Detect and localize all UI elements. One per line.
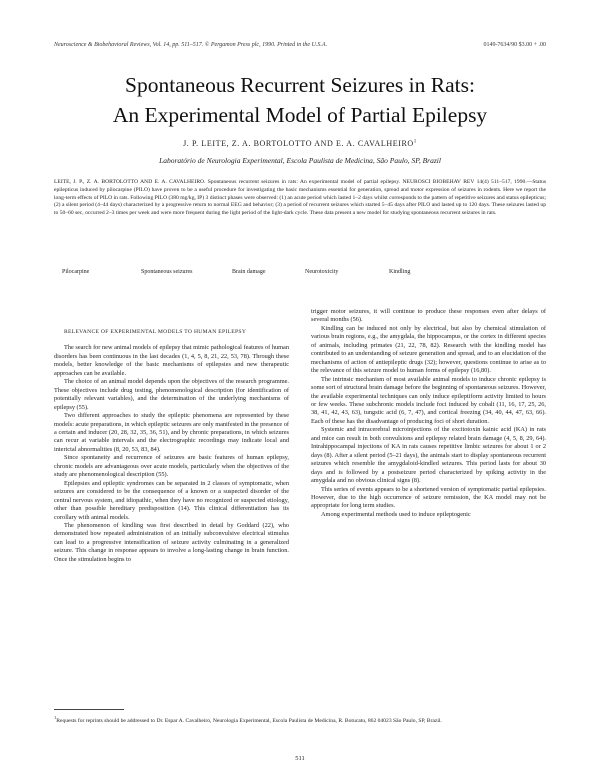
journal-citation: Neuroscience & Biobehavioral Reviews, Vol. 14, pp. 511–517. © Pergamon Press plc, 1990. Printed in the U.S.A.: [54, 42, 328, 48]
paragraph: trigger motor seizures, it will continue to produce these responses even after delays of several months (56).: [311, 308, 546, 324]
authors-text: J. P. LEITE, Z. A. BORTOLOTTO AND E. A. CAVALHEIRO: [183, 139, 414, 148]
article-title: [54, 70, 546, 130]
footnote-text: Requests for reprints should be addressed to Dr. Espar A. Cavalheiro, Neurologia Experimental, Escola Paulista de Medicina, R. Botucatu, 862 04023 São Paulo, SP, Brazil.: [56, 717, 442, 724]
paragraph: Epilepsies and epileptic syndromes can be separated in 2 classes of symptomatic, when seizures are considered to be the consequence of a known or a suspected disorder of the central nervous system, and idiopathic, when they have no recognized or suspected etiology, other than possible hereditary predisposition (14). This clinical differentiation has its corollary with animal models.: [54, 479, 289, 521]
keyword-item: Neurotoxicity: [305, 269, 339, 275]
left-column: [54, 316, 289, 564]
paragraph: Systemic and intracerebral microinjections of the excitotoxin kainic acid (KA) in rats and mice can result in both convulsions and epilepsy related brain damage (4, 5, 8, 29, 64). Intrahippocampal injections of KA in rats causes repetitive limbic seizures for about 1 or 2 days (8). After a silent period (5–21 days), the animals start to display spontaneous recurrent seizures which resemble the amygdaloid-kindled seizures. This period lasts for about 30 days and is followed by a postseizure period characterized by spiking activity in the amygdala and no obvious clinical signs (8).: [311, 426, 546, 485]
author-footnote-mark: 1: [413, 139, 417, 145]
title-line-1: Spontaneous Recurrent Seizures in Rats:: [125, 73, 475, 97]
paragraph: Among experimental methods used to induce epileptogenic: [321, 510, 471, 518]
paragraph: Two different approaches to study the epileptic phenomena are represented by these models: acute preparations, in which epileptic seizures are only manifested in the presence of a certain and inducer (20, 28, 32, 35, 36, 51), and by chronic preparations, in which seizures can recur at variable intervals and the electrographic recordings may indicate local and interictal abnormalities (8, 20, 53, 83, 84).: [54, 412, 289, 453]
issn-price: 0149-7634/90 $3.00 + .00: [483, 42, 546, 48]
author-list: [54, 139, 546, 148]
affiliation: Laboratório de Neurologia Experimental, Escola Paulista de Medicina, São Paulo, SP, Brazil: [159, 156, 441, 165]
paragraph: Kindling can be induced not only by electrical, but also by chemical stimulation of various brain regions, e.g., the amygdala, the hippocampus, or the cortex in different species of animals, including primates (21, 22, 78, 82). Research with the kindling model has contributed to an understanding of seizure generation and spread, and to an elucidation of the mechanisms of action of antiepileptic drugs (32); however, questions continue to arise as to the relevance of this seizure model to human forms of epilepsy (16,80).: [311, 324, 546, 375]
title-line-2: An Experimental Model of Partial Epilepsy: [112, 103, 488, 127]
keyword-item: Pilocarpine: [62, 269, 90, 275]
paragraph: The choice of an animal model depends upon the objectives of the research programme. These objectives include drug testing, phenomenological description (for identification of potentially relevant variables), and the determination of the underlying mechanisms of epilepsy (55).: [54, 378, 289, 411]
keyword-item: Brain damage: [232, 269, 266, 275]
footnote-divider: [54, 709, 124, 710]
page-number: 511: [295, 755, 305, 762]
right-column: [311, 308, 546, 519]
paragraph: The search for new animal models of epilepsy that mimic pathological features of human disorders has been continuous in the last decades (1, 4, 5, 8, 21, 22, 53, 78). Through these models, better knowledge of the basic mechanisms of epilepsies and new therapeutic approaches can be available.: [54, 344, 289, 377]
keyword-item: Kindling: [389, 269, 411, 275]
footnote: [54, 714, 546, 725]
section-heading: RELEVANCE OF EXPERIMENTAL MODELS TO HUMAN EPILEPSY: [64, 329, 247, 335]
paragraph: The phenomenon of kindling was first described in detail by Goddard (22), who demonstrated how repeated administration of an initially subconvulsive electrical stimulus can lead to a progressive intensification of seizure activity culminating in a generalized seizure. This change in response appears to involve a long-lasting change in brain function. Once the stimulation begins to: [54, 521, 289, 563]
paragraph: Since spontaneity and recurrence of seizures are basic features of human epilepsy, chronic models are advantageous over acute models, particularly when the objectives of the study are phenomenological description (55).: [54, 454, 289, 479]
paragraph: The intrinsic mechanism of most available animal models to induce chronic epilepsy is some sort of structural brain damage before the beginning of spontaneous seizures. However, the available experimental techniques can only induce epileptiform activity limited to hours or few weeks. These subchronic models include foci induced by cobalt (11, 16, 17, 25, 26, 38, 41, 42, 43, 63), tungstic acid (6, 7, 47), and cortical freezing (34, 40, 44, 47, 63, 66). Each of these has the disadvantage of producing foci of short duration.: [311, 375, 546, 425]
paragraph: This series of events appears to be a shortened version of symptomatic partial epilepsies. However, due to the high occurrence of seizure remission, the KA model may not be appropriate for long term studies.: [311, 485, 546, 510]
abstract: LEITE, J. P., Z. A. BORTOLOTTO AND E. A. CAVALHEIRO. Spontaneous recurrent seizures in rats: An experimental model of partial epilepsy. NEUROSCI BIOBEHAV REV 14(4) 511–517, 1990.—Status epilepticus induced by pilocarpine (PILO) have proven to be a useful procedure for investigating the basic mechanisms essential for generation, spread and motor expression of seizures in rodents. Here we report the long-term effects of PILO in rats. Following PILO (380 mg/kg, IP) 3 distinct phases were observed: (1) an acute period which lasted 1–2 days whilst corresponds to the pattern of repetitive seizures and status epilepticus; (2) a silent period (4–44 days) characterized by a progressive return to normal EEG and behavior; (3) a period of recurrent seizures which started 5–45 days after PILO and lasted up to 120 days. These seizures lasted up to 50–60 sec, occurred 2–3 times per week and were more frequent during the light period of the light-dark cycle. These data present a new model for studying spontaneous recurrent seizures in rats.: [54, 179, 546, 217]
keywords: [54, 269, 546, 279]
footnote-mark: 1: [54, 715, 57, 720]
keyword-item: Spontaneous seizures: [141, 269, 193, 275]
